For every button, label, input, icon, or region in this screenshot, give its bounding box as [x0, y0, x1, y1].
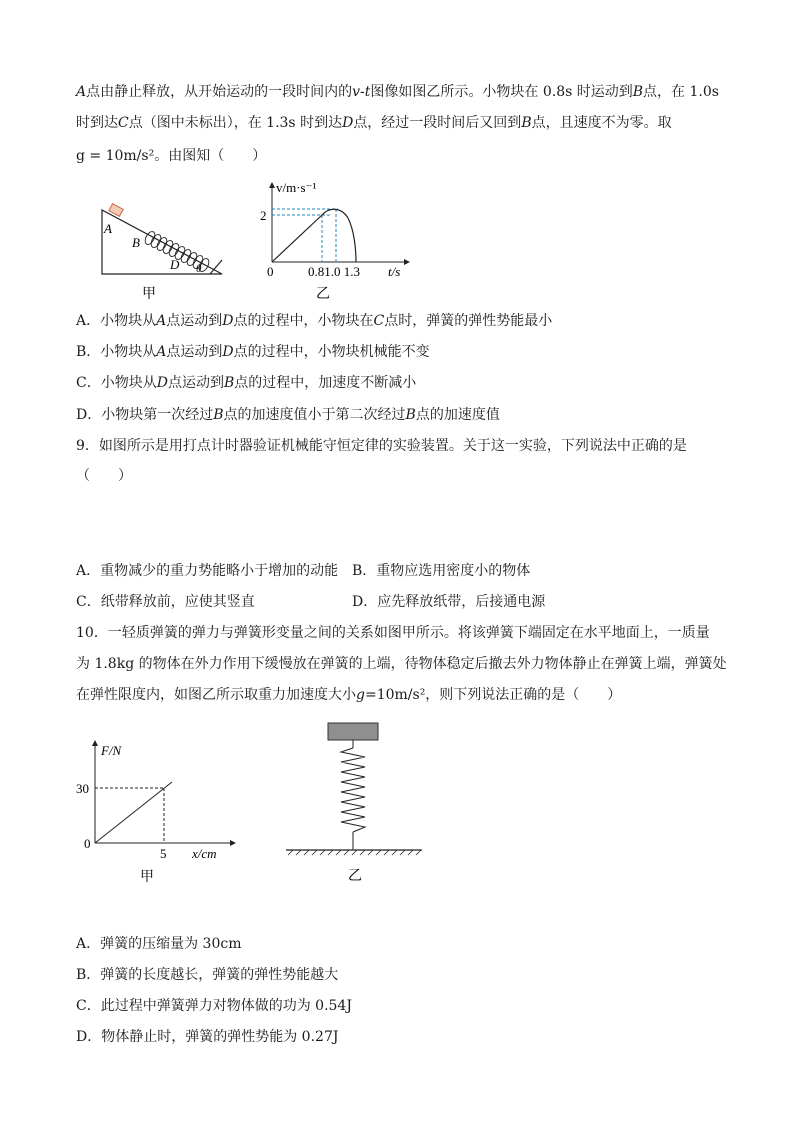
text-span: 点运动到: [166, 313, 223, 329]
text-span: D．小物块第一次经过: [76, 407, 214, 423]
text-span: 点，在 1.0s: [643, 84, 719, 100]
figure-caption: 甲: [140, 870, 154, 885]
label-A: A: [104, 221, 112, 236]
tick-label-2: 2: [260, 208, 267, 223]
point-label: B: [521, 115, 532, 131]
q8-figure-incline: [90, 198, 230, 304]
point-label: D: [222, 344, 234, 360]
q10-option-a[interactable]: A．弹簧的压缩量为 30cm: [76, 936, 242, 952]
q10-stem-line-2: 为 1.8kg 的物体在外力作用下缓慢放在弹簧的上端，待物体稳定后撤去外力物体静止在弹簧上端，弹簧处: [76, 656, 727, 672]
q10-figure-spring: [282, 718, 426, 886]
v-axis-arrow: [269, 182, 275, 188]
t-axis-label: t/s: [388, 264, 401, 279]
origin-label: 0: [267, 264, 274, 279]
t-axis-arrow: [404, 259, 410, 265]
q8-option-c[interactable]: [76, 373, 416, 393]
origin-label: 0: [84, 836, 91, 851]
text-span: 点的过程中，小物块在: [233, 313, 374, 329]
point-label: A: [156, 344, 167, 360]
q9-stem: 9．如图所示是用打点计时器验证机械能守恒定律的实验装置。关于这一实验，下列说法中正确的是: [76, 438, 687, 454]
text-span: 点运动到: [167, 375, 224, 391]
q9-option-a[interactable]: A．重物减少的重力势能略小于增加的动能: [76, 563, 339, 579]
x-axis-label: x/cm: [192, 846, 217, 861]
text-span: C．小物块从: [76, 375, 157, 391]
text-span: A．小物块从: [76, 313, 157, 329]
q8-option-b[interactable]: [76, 342, 430, 362]
text-span: 点的加速度值小于第二次经过: [223, 407, 406, 423]
spring-zigzag: [341, 748, 365, 832]
point-label: B: [405, 407, 416, 423]
q8-option-d[interactable]: [76, 405, 500, 425]
text-span: 点，且速度不为零。取: [531, 115, 672, 131]
figure-caption: 乙: [316, 287, 330, 302]
text-span: 点运动到: [166, 344, 223, 360]
text-span: 时到达: [76, 115, 118, 131]
point-label: B: [213, 407, 224, 423]
text-span: 点由静止释放，从开始运动的一段时间内的: [86, 84, 353, 100]
vt-label: v-t: [352, 84, 371, 100]
text-span: 点，经过一段时间后又回到: [353, 115, 522, 131]
text-span: 点的加速度值: [415, 407, 500, 423]
text-span: 点的过程中，加速度不断减小: [234, 375, 417, 391]
text-span: B．小物块从: [76, 344, 157, 360]
v-axis-label: v/m·s⁻¹: [276, 180, 317, 195]
point-label: A: [76, 84, 87, 100]
q8-stem-line-3: [76, 146, 266, 166]
f-axis-arrow: [92, 740, 98, 746]
x-axis-arrow: [230, 840, 236, 846]
q10-stem-line-3: [76, 685, 621, 705]
text-span: 点的过程中，小物块机械能不变: [233, 344, 430, 360]
figure-caption: 甲: [142, 287, 156, 302]
label-D: D: [170, 257, 180, 272]
text-span: 点（图中未标出），在 1.3s 时到达: [128, 115, 343, 131]
q9-option-b[interactable]: B．重物应选用密度小的物体: [352, 563, 531, 579]
incline-triangle: [102, 210, 222, 274]
q10-option-d[interactable]: D．物体静止时，弹簧的弹性势能为 0.27J: [76, 1029, 339, 1045]
spring-stop: [210, 260, 222, 274]
tick-label-30: 30: [76, 781, 89, 796]
point-label: B: [632, 84, 644, 100]
point-label: B: [223, 375, 235, 391]
t-tick-labels: 0.81.0 1.3: [308, 264, 360, 279]
point-label: C: [118, 115, 129, 131]
q10-option-c[interactable]: C．此过程中弹簧弹力对物体做的功为 0.54J: [76, 998, 352, 1014]
text-span: g = 10m/s²。由图知（ ）: [76, 148, 267, 164]
vt-curve: [272, 209, 356, 262]
figure-caption: 乙: [348, 869, 362, 884]
q10-option-b[interactable]: B．弹簧的长度越长，弹簧的弹性势能越大: [76, 967, 339, 983]
text-span: 在弹性限度内，如图乙所示取重力加速度大小: [76, 687, 356, 703]
q8-stem-line-1: [76, 82, 719, 102]
q9-option-d[interactable]: D．应先释放纸带，后接通电源: [352, 594, 546, 610]
q8-figure-vt-graph: [256, 176, 420, 304]
tick-label-5: 5: [160, 846, 167, 861]
point-label: C: [373, 313, 385, 329]
q8-option-a[interactable]: [76, 311, 552, 331]
q8-stem-line-2: [76, 113, 672, 133]
label-B: B: [132, 235, 140, 250]
f-axis-label: F/N: [101, 743, 122, 758]
g-symbol: g: [356, 687, 365, 703]
text-span: =10m/s²，则下列说法正确的是（ ）: [364, 687, 622, 703]
point-label: D: [222, 313, 234, 329]
point-label: D: [156, 375, 168, 391]
label-theta: θ: [196, 263, 202, 275]
mass-block: [328, 723, 378, 740]
q9-answer-bracket: （ ）: [76, 468, 132, 484]
fx-line: [95, 782, 172, 843]
q9-option-c[interactable]: C．纸带释放前，应使其竖直: [76, 594, 255, 610]
text-span: 图像如图乙所示。小物块在 0.8s 时运动到: [370, 84, 633, 100]
text-span: 点时，弹簧的弹性势能最小: [384, 313, 553, 329]
point-label: D: [342, 115, 354, 131]
point-label: A: [156, 313, 167, 329]
q10-stem-line-1: 10．一轻质弹簧的弹力与弹簧形变量之间的关系如图甲所示。将该弹簧下端固定在水平地面上，一质量: [76, 625, 710, 641]
q10-figure-fx-graph: [72, 728, 262, 886]
ground-hatch: [288, 850, 421, 855]
